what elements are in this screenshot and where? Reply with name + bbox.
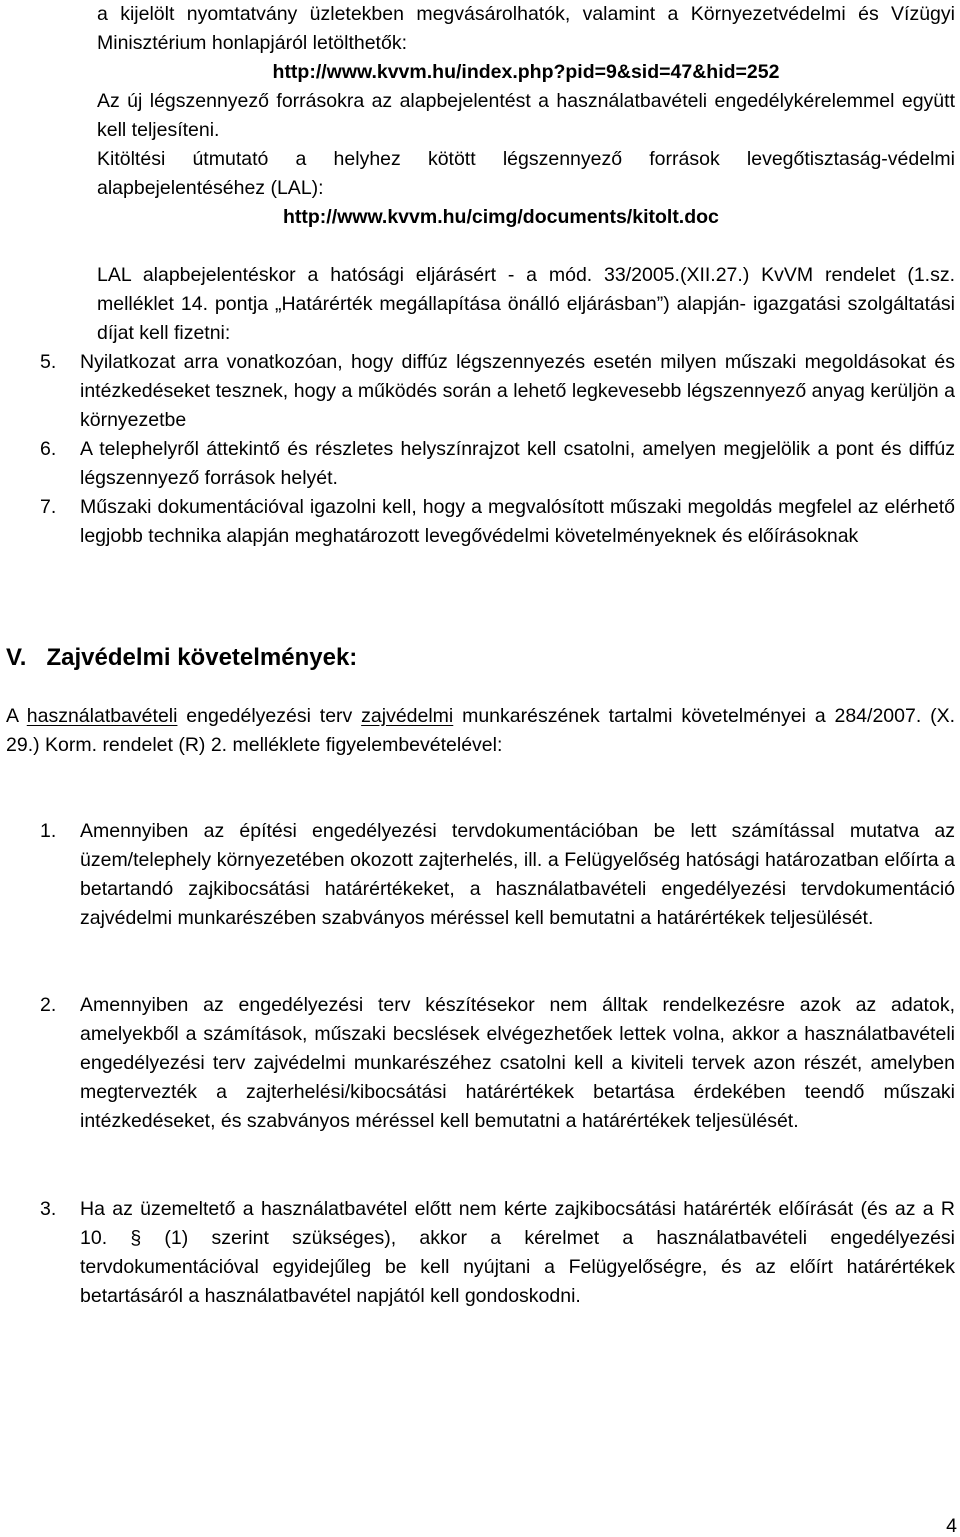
section-number: V.: [6, 644, 27, 671]
list-item-text: Műszaki dokumentációval igazolni kell, hogy a megvalósított műszaki megoldás megfelel az elérhető legjobb technika alapján meghatározott levegővédelmi követelményeknek és előírásoknak: [80, 496, 955, 547]
list-item-number: 6.: [40, 438, 57, 460]
fee-text: LAL alapbejelentéskor a hatósági eljárásért - a mód. 33/2005.(XII.27.) KvVM rendelet (1.sz. melléklet 14. pontja „Határérték megállapítása önálló eljárásban”) alapján- igazgatási szolgáltatási díjat kell fizetni:: [97, 264, 955, 344]
intro-text-run: munkarészének tartalmi követelményei a 284/2007. (X. 29.) Korm. rendelet (R) 2. melléklete figyelembevételével:: [6, 705, 955, 756]
list-item-text: Ha az üzemeltető a használatbavétel előtt nem kérte zajkibocsátási határérték előírását (és az a R 10. § (1) szerint szükséges), akkor a kérelmet a használatbavételi engedélyezési tervdokumentációval egyidejűleg be kell nyújtani a Felügyelőségre, és az előírt határértékek betartásáról a használatbavétel napjától kell gondoskodni.: [80, 1198, 955, 1307]
new-sources-text: Az új légszennyező forrásokra az alapbejelentést a használatbavételi engedélykérelemmel együtt kell teljesíteni.: [97, 90, 955, 141]
forms-url[interactable]: http://www.kvvm.hu/index.php?pid=9&sid=47&hid=252: [272, 61, 780, 83]
list-item-text: Amennyiben az engedélyezési terv készítésekor nem álltak rendelkezésre azok az adatok, amelyekből a számítások, műszaki becslések elvégezhetőek lettek volna, akkor a használatbavételi engedélyezési terv zajvédelmi munkarészéhez csatolni kell a kiviteli tervek azon részét, amelyben megtervezték a zajterhelési/kibocsátási határértékek betartása érdekében teendő műszaki intézkedéseket, és szabványos méréssel kell bemutatni a határértékek teljesülését.: [80, 994, 955, 1132]
intro-text-run: engedélyezési terv: [177, 705, 362, 727]
underlined-term: zajvédelmi: [361, 705, 454, 727]
list-item-text: Amennyiben az építési engedélyezési tervdokumentációban be lett számítással mutatva az üzem/telephely környezetében okozott zajterhelés, ill. a Felügyelőség hatósági határozatban előírta a betartandó zajkibocsátási határértékeket, a használatbavételi engedélyezési tervdokumentáció zajvédelmi munkarészében szabványos méréssel kell bemutatni a határértékek teljesülését.: [80, 820, 955, 929]
section-heading: [6, 643, 955, 672]
list-item-number: 2.: [40, 994, 57, 1016]
list-item-text: Nyilatkozat arra vonatkozóan, hogy diffúz légszennyezés esetén milyen műszaki megoldásokat és intézkedéseket tesznek, hogy a működés során a lehető legkevesebb légszennyező anyag kerüljön a környezetbe: [80, 351, 955, 431]
intro-text-run: A: [6, 705, 27, 727]
list-item-number: 3.: [40, 1198, 57, 1220]
page-number: 4: [946, 1515, 957, 1537]
forms-availability-text: a kijelölt nyomtatvány üzletekben megvásárolhatók, valamint a Környezetvédelmi és Vízügyi Minisztérium honlapjáról letölthetők:: [97, 3, 955, 54]
underlined-term: használatbavételi: [26, 705, 178, 727]
list-item-text: A telephelyről áttekintő és részletes helyszínrajzot kell csatolni, amelyen megjelölik a pont és diffúz légszennyező források helyét.: [80, 438, 955, 489]
list-item-number: 7.: [40, 496, 57, 518]
guide-text: Kitöltési útmutató a helyhez kötött légszennyező források levegőtisztaság-védelmi alapbejelentéséhez (LAL):: [97, 148, 955, 199]
guide-url[interactable]: http://www.kvvm.hu/cimg/documents/kitolt.doc: [283, 206, 719, 228]
list-item-number: 5.: [40, 351, 57, 373]
noise-intro-paragraph: [6, 702, 955, 760]
list-item-number: 1.: [40, 820, 57, 842]
section-title: Zajvédelmi követelmények:: [46, 644, 358, 671]
